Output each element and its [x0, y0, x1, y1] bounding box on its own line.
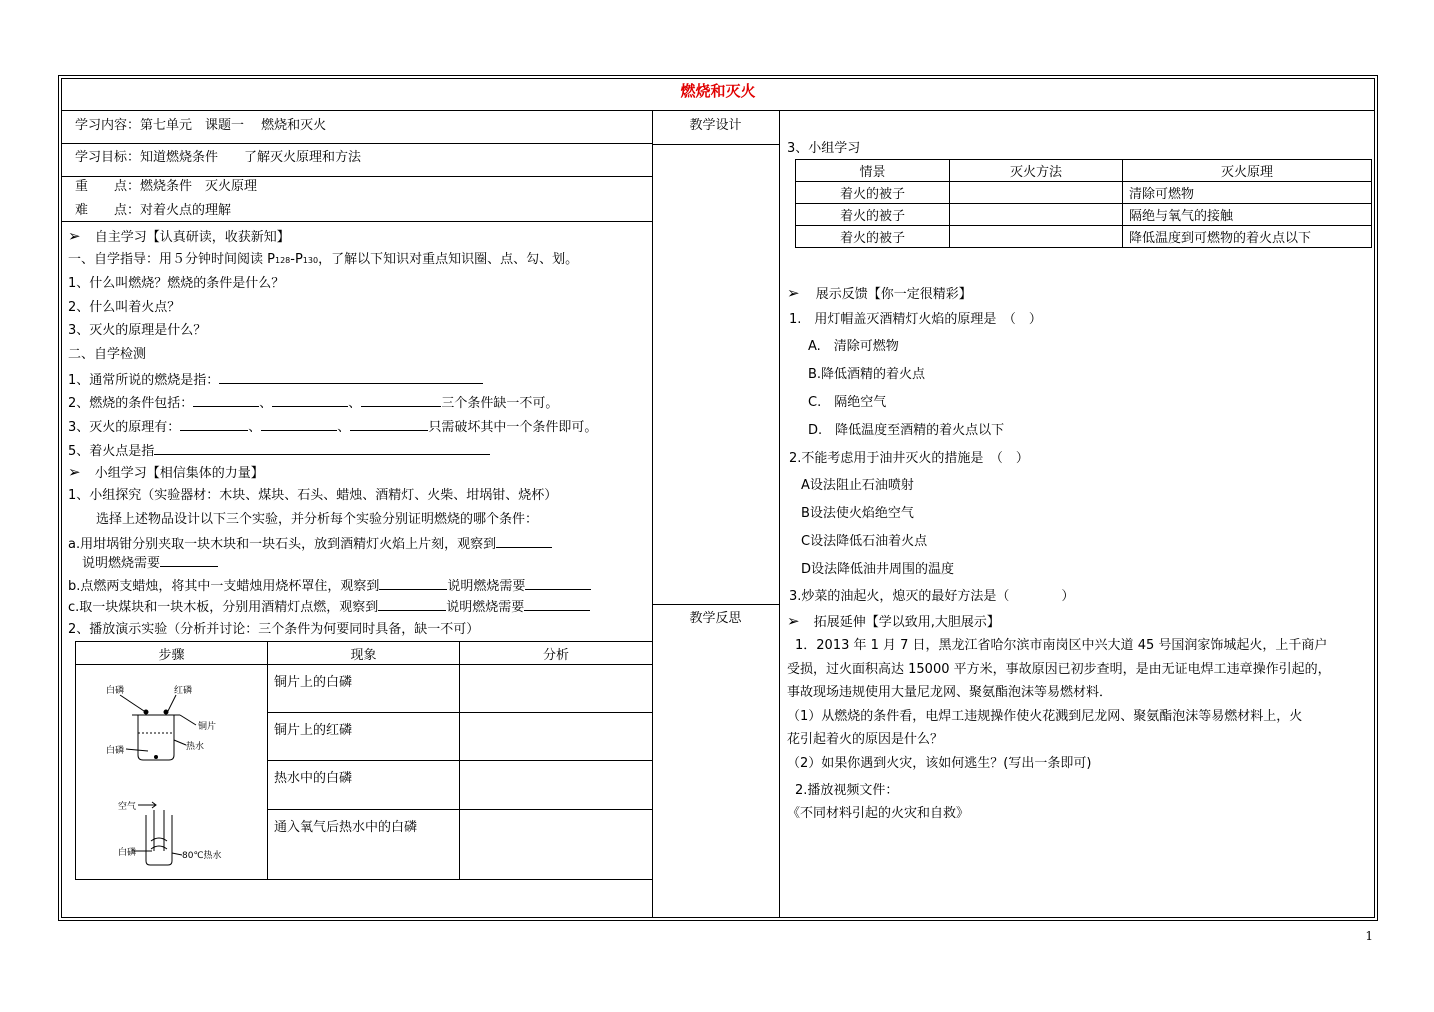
header-phenomenon: 现象 [268, 642, 460, 665]
answer-blank[interactable] [272, 393, 348, 407]
diagram-label: 热水 [186, 742, 205, 752]
group-1: 1、小组探究（实验器材：木块、煤块、石头、蜡烛、酒精灯、火柴、坩埚钳、烧杯） [68, 488, 558, 503]
answer-blank[interactable] [496, 534, 552, 548]
guide-suffix: ，了解以下知识对重点知识圈、点、勾、划。 [318, 252, 579, 267]
demo-line: 2、播放演示实验（分析并讨论：三个条件为何要同时具备，缺一不可） [68, 622, 480, 637]
check-2-suffix: 三个条件缺一不可。 [441, 396, 559, 411]
hard-line: 难 点：对着火点的理解 [75, 203, 232, 218]
page-number: 1 [1365, 929, 1373, 943]
check-2-text: 2、燃烧的条件包括： [68, 396, 194, 411]
phenomenon-cell: 铜片上的白磷 [268, 665, 460, 713]
principle-cell: 降低温度到可燃物的着火点以下 [1123, 226, 1372, 248]
group-b [68, 576, 591, 596]
extend-header-text: 拓展延伸【学以致用,大胆展示】 [813, 615, 1000, 630]
group-a [68, 534, 552, 554]
check-5 [68, 441, 490, 461]
mc-option[interactable]: A设法阻止石油喷射 [801, 478, 914, 493]
check-2 [68, 393, 558, 413]
extend-question-1: （1）从燃烧的条件看，电焊工违规操作使火花溅到尼龙网、聚氨酯泡沫等易燃材料上，火 [787, 709, 1303, 724]
extend-text: 1．2013 年 1 月 7 日，黑龙江省哈尔滨市南岗区中兴大道 45 号国润家饰城起火，上千商户 [795, 638, 1328, 653]
table-row [796, 226, 1372, 248]
row-line [61, 176, 653, 177]
analysis-cell[interactable] [460, 665, 653, 713]
answer-blank[interactable] [160, 553, 218, 567]
mc-option[interactable]: C. 隔绝空气 [808, 395, 887, 410]
group-a2 [82, 553, 218, 573]
goal-line: 学习目标：知道燃烧条件 了解灭火原理和方法 [75, 150, 362, 165]
check-3 [68, 417, 597, 437]
diagram-label: 白磷 [118, 848, 137, 858]
phenomenon-cell: 铜片上的红磷 [268, 713, 460, 761]
divider-right [779, 111, 780, 918]
self-study-header [68, 227, 290, 247]
self-study-header-text: 自主学习【认真研读，收获新知】 [94, 230, 290, 245]
row-line [652, 144, 779, 145]
arrow-bullet-icon: ➢ [68, 227, 81, 245]
separator: 、 [337, 420, 351, 435]
phenomenon-cell: 热水中的白磷 [268, 761, 460, 809]
arrow-bullet-icon: ➢ [787, 284, 800, 302]
answer-blank[interactable] [193, 393, 259, 407]
principle-cell: 清除可燃物 [1123, 182, 1372, 204]
question-2: 2、什么叫着火点？ [68, 300, 181, 315]
answer-blank[interactable] [261, 417, 337, 431]
mc-option[interactable]: C设法降低石油着火点 [801, 534, 928, 549]
answer-blank[interactable] [379, 576, 447, 590]
mc-option[interactable]: B设法使火焰绝空气 [801, 506, 914, 521]
analysis-cell[interactable] [460, 761, 653, 809]
header-scene: 情景 [796, 160, 950, 182]
analysis-cell[interactable] [460, 809, 653, 879]
separator: 、 [259, 396, 273, 411]
mc-question-2: 2.不能考虑用于油井灭火的措施是 （ ） [789, 451, 1029, 466]
group-1b: 选择上述物品设计以下三个实验，并分析每个实验分别证明燃烧的哪个条件： [96, 512, 539, 527]
group-a2-text: 说明燃烧需要 [82, 556, 161, 571]
mc-option[interactable]: D设法降低油井周围的温度 [801, 562, 955, 577]
answer-blank[interactable] [350, 417, 428, 431]
phenomenon-cell: 通入氧气后热水中的白磷 [268, 809, 460, 879]
group-header-text: 小组学习【相信集体的力量】 [94, 466, 264, 481]
check-1-text: 1、通常所说的燃烧是指： [68, 373, 220, 388]
guide-prefix: 一、自学指导：用５分钟时间阅读 P [68, 252, 275, 267]
key-line: 重 点：燃烧条件 灭火原理 [75, 179, 258, 194]
analysis-cell[interactable] [460, 713, 653, 761]
video-title[interactable]: 《不同材料引起的火灾和自救》 [787, 806, 970, 821]
mc-option[interactable]: B.降低酒精的着火点 [808, 367, 926, 382]
header-method: 灭火方法 [950, 160, 1123, 182]
group-b-text: b.点燃两支蜡烛，将其中一支蜡烛用烧杯罩住，观察到 [68, 579, 380, 594]
method-cell[interactable] [950, 226, 1123, 248]
show-header [787, 284, 972, 304]
group-a-text: a.用坩埚钳分别夹取一块木块和一块石头，放到酒精灯火焰上片刻，观察到 [68, 537, 497, 552]
row-line [652, 604, 779, 605]
separator: 、 [248, 420, 262, 435]
diagram-label: 空气 [118, 802, 137, 812]
mc-option[interactable]: D. 降低温度至酒精的着火点以下 [808, 423, 1005, 438]
extend-text: 受损，过火面积高达 15000 平方米，事故原因已初步查明，是由无证电焊工违章操作引起的， [787, 662, 1331, 677]
group-c2-text: 说明燃烧需要 [446, 600, 525, 615]
answer-blank[interactable] [219, 370, 483, 384]
header-analysis: 分析 [460, 642, 653, 665]
question-3-right: 3.炒菜的油起火，熄灭的最好方法是（ ） [789, 589, 1075, 604]
diagram-label: 白磷 [106, 746, 125, 756]
demo-table [75, 641, 653, 880]
principle-cell: 隔绝与氧气的接触 [1123, 204, 1372, 226]
header-principle: 灭火原理 [1123, 160, 1372, 182]
group-b2-text: 说明燃烧需要 [447, 579, 526, 594]
table-row [76, 665, 653, 713]
table-row [796, 182, 1372, 204]
video-label: 2.播放视频文件： [795, 783, 899, 798]
group-header [68, 463, 264, 483]
page-title: 燃烧和灭火 [61, 78, 1375, 111]
diagram-label: 红磷 [174, 686, 193, 696]
separator: 、 [348, 396, 362, 411]
group-c-text: c.取一块煤块和一块木板，分别用酒精灯点燃，观察到 [68, 600, 379, 615]
table-header-row [76, 642, 653, 665]
arrow-bullet-icon: ➢ [787, 612, 800, 630]
diagram-label: 白磷 [106, 686, 125, 696]
answer-blank[interactable] [154, 441, 490, 455]
show-header-text: 展示反馈【你一定很精彩】 [815, 287, 972, 302]
row-line [61, 221, 653, 222]
diagram-label: 80℃热水 [182, 851, 222, 861]
mc-option[interactable]: A. 清除可燃物 [808, 339, 899, 354]
guide-sub-start: 128 [274, 256, 291, 265]
table-row [796, 204, 1372, 226]
row-line [61, 143, 653, 144]
check-3-suffix: 只需破坏其中一个条件即可。 [428, 420, 598, 435]
steps-diagram-cell [76, 665, 268, 880]
method-cell[interactable] [950, 182, 1123, 204]
arrow-bullet-icon: ➢ [68, 463, 81, 481]
teaching-reflection-label: 教学反思 [689, 611, 742, 626]
scene-cell: 着火的被子 [796, 182, 950, 204]
check-1 [68, 370, 483, 390]
answer-blank[interactable] [361, 393, 441, 407]
group-c [68, 597, 590, 617]
content-line: 学习内容：第七单元 课题一 燃烧和灭火 [75, 118, 327, 133]
guide-sub-end: 130 [302, 256, 319, 265]
teaching-design-label: 教学设计 [689, 118, 742, 133]
method-cell[interactable] [950, 204, 1123, 226]
check-3-text: 3、灭火的原理有： [68, 420, 181, 435]
extend-question-2: （2）如果你遇到火灾，该如何逃生？(写出一条即可) [787, 756, 1092, 771]
scene-cell: 着火的被子 [796, 204, 950, 226]
table-header-row [796, 160, 1372, 182]
extend-text: 事故现场违规使用大量尼龙网、聚氨酯泡沫等易燃材料． [787, 685, 1113, 700]
group-table [795, 159, 1372, 248]
guide-mid: -P [290, 252, 303, 267]
mc-question-1: 1. 用灯帽盖灭酒精灯火焰的原理是 （ ） [789, 312, 1042, 327]
guide-line [68, 251, 578, 270]
scene-cell: 着火的被子 [796, 226, 950, 248]
diagram-label: 铜片 [198, 722, 217, 732]
answer-blank[interactable] [378, 597, 446, 611]
group-study-label: 3、小组学习 [787, 141, 861, 156]
extend-question-1b: 花引起着火的原因是什么？ [787, 732, 944, 747]
apparatus-diagram-icon [76, 665, 267, 879]
header-steps: 步骤 [76, 642, 268, 665]
extend-header [787, 612, 1000, 632]
answer-blank[interactable] [524, 597, 590, 611]
answer-blank[interactable] [525, 576, 591, 590]
self-check-header: 二、自学检测 [68, 347, 147, 362]
answer-blank[interactable] [180, 417, 248, 431]
check-5-text: 5、着火点是指 [68, 444, 155, 459]
question-1: 1、什么叫燃烧？燃烧的条件是什么？ [68, 276, 285, 291]
question-3: 3、灭火的原理是什么？ [68, 323, 207, 338]
